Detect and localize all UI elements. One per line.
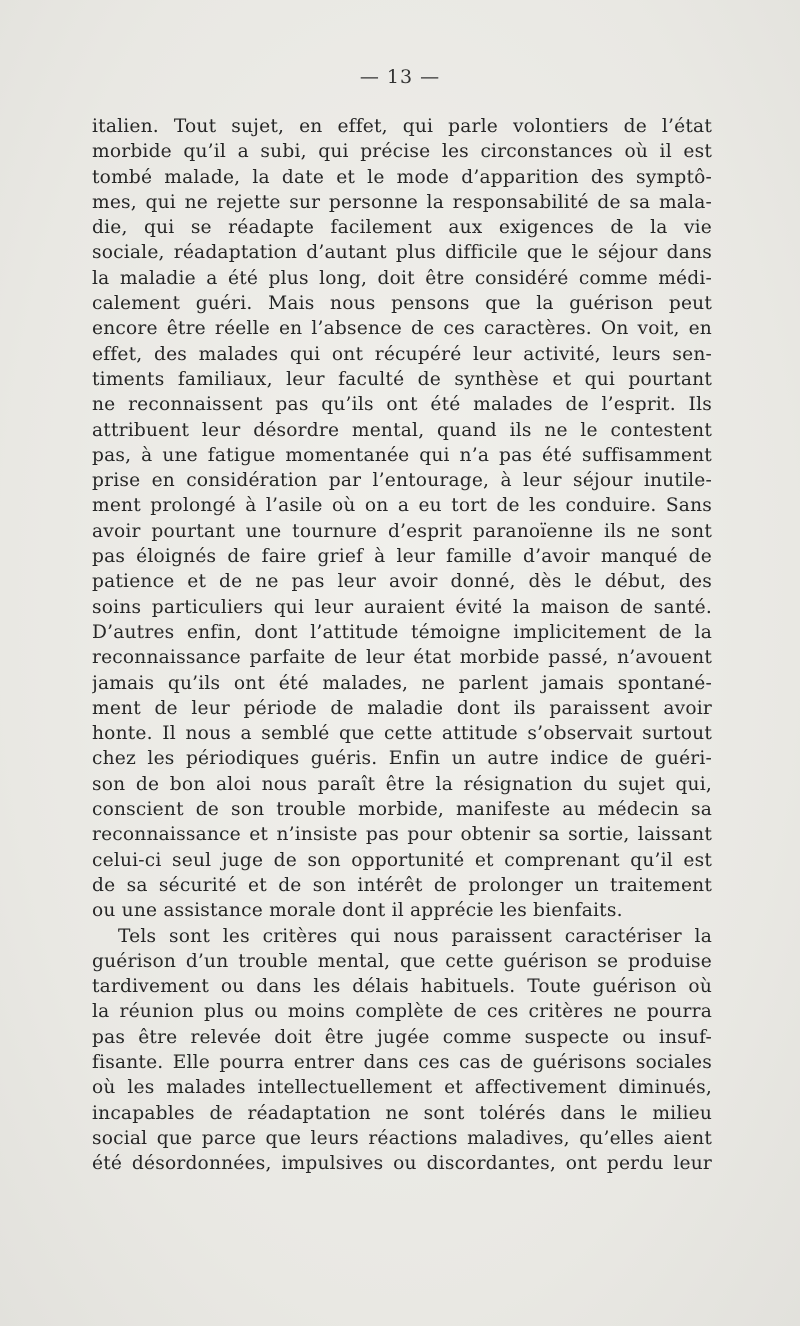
- text-line: guérison d’un trouble mental, que cette guérison se produise: [92, 950, 712, 972]
- text-line: pas, à une fatigue momentanée qui n’a pas été suffisamment: [92, 444, 712, 466]
- text-line: fisante. Elle pourra entrer dans ces cas de guérisons sociales: [92, 1051, 712, 1073]
- text-line: soins particuliers qui leur auraient évité la maison de santé.: [92, 596, 712, 618]
- body-text: [92, 114, 712, 1176]
- text-line: tardivement ou dans les délais habituels. Toute guérison où: [92, 976, 712, 998]
- text-line: la maladie a été plus long, doit être considéré comme médi-: [92, 267, 712, 289]
- text-line: pas éloignés de faire grief à leur famille d’avoir manqué de: [92, 546, 712, 568]
- text-line: jamais qu’ils ont été malades, ne parlent jamais spontané-: [92, 672, 712, 694]
- text-line: prise en considération par l’entourage, à leur séjour inutile-: [92, 470, 712, 492]
- text-line: sociale, réadaptation d’autant plus difficile que le séjour dans: [92, 242, 712, 264]
- text-line: ment prolongé à l’asile où on a eu tort de les conduire. Sans: [92, 495, 712, 517]
- text-line: avoir pourtant une tournure d’esprit paranoïenne ils ne sont: [92, 520, 712, 542]
- text-line: ne reconnaissent pas qu’ils ont été malades de l’esprit. Ils: [92, 394, 712, 416]
- text-line: mes, qui ne rejette sur personne la responsabilité de sa mala-: [92, 191, 712, 213]
- text-line: pas être relevée doit être jugée comme suspecte ou insuf-: [92, 1026, 712, 1048]
- text-line: reconnaissance parfaite de leur état morbide passé, n’avouent: [92, 647, 712, 669]
- text-line-paragraph-start: Tels sont les critères qui nous paraissent caractériser la: [118, 925, 712, 947]
- text-line: de sa sécurité et de son intérêt de prolonger un traitement: [92, 874, 712, 896]
- text-line: calement guéri. Mais nous pensons que la guérison peut: [92, 293, 712, 315]
- text-line: attribuent leur désordre mental, quand ils ne le contestent: [92, 419, 712, 441]
- text-line: incapables de réadaptation ne sont tolérés dans le milieu: [92, 1102, 712, 1124]
- text-line: social que parce que leurs réactions maladives, qu’elles aient: [92, 1127, 712, 1149]
- text-line: patience et de ne pas leur avoir donné, dès le début, des: [92, 571, 712, 593]
- text-line: la réunion plus ou moins complète de ces critères ne pourra: [92, 1001, 712, 1023]
- text-line: où les malades intellectuellement et affectivement diminués,: [92, 1077, 712, 1099]
- text-line: effet, des malades qui ont récupéré leur activité, leurs sen-: [92, 343, 712, 365]
- text-line: été désordonnées, impulsives ou discordantes, ont perdu leur: [92, 1153, 712, 1175]
- text-line: chez les périodiques guéris. Enfin un autre indice de guéri-: [92, 748, 712, 770]
- text-line: morbide qu’il a subi, qui précise les circonstances où il est: [92, 141, 712, 163]
- text-line: D’autres enfin, dont l’attitude témoigne implicitement de la: [92, 621, 712, 643]
- text-line-paragraph-end: ou une assistance morale dont il apprécie les bienfaits.: [92, 900, 623, 922]
- text-line: son de bon aloi nous paraît être la résignation du sujet qui,: [92, 773, 712, 795]
- text-line: timents familiaux, leur faculté de synthèse et qui pourtant: [92, 368, 712, 390]
- text-line: italien. Tout sujet, en effet, qui parle volontiers de l’état: [92, 116, 712, 137]
- text-line: conscient de son trouble morbide, manifeste au médecin sa: [92, 799, 712, 821]
- text-line: die, qui se réadapte facilement aux exigences de la vie: [92, 217, 712, 239]
- page-number: — 13 —: [359, 66, 441, 88]
- text-line: reconnaissance et n’insiste pas pour obtenir sa sortie, laissant: [92, 824, 712, 846]
- text-line: ment de leur période de maladie dont ils paraissent avoir: [92, 697, 712, 719]
- text-line: honte. Il nous a semblé que cette attitude s’observait surtout: [92, 723, 712, 745]
- text-line: encore être réelle en l’absence de ces caractères. On voit, en: [92, 318, 712, 340]
- text-line: tombé malade, la date et le mode d’apparition des symptô-: [92, 166, 712, 188]
- text-line: celui-ci seul juge de son opportunité et comprenant qu’il est: [92, 849, 712, 871]
